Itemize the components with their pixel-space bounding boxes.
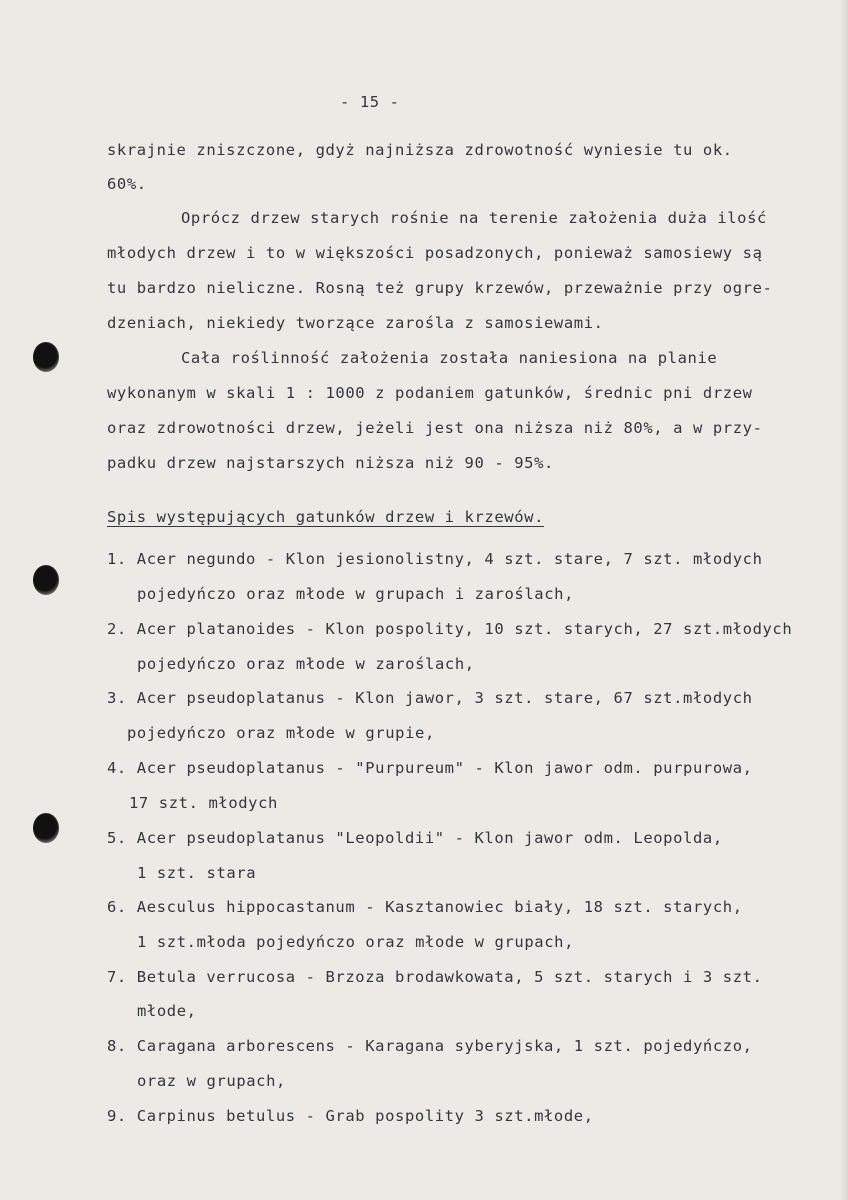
list-item-continuation: młode, xyxy=(137,1002,197,1020)
paragraph-line: młodych drzew i to w większości posadzonych, ponieważ samosiewy są xyxy=(107,244,763,262)
paragraph-line: Oprócz drzew starych rośnie na terenie założenia duża ilość xyxy=(181,209,767,227)
list-item: 4. Acer pseudoplatanus - "Purpureum" - Klon jawor odm. purpurowa, xyxy=(107,759,753,777)
list-item: 8. Caragana arborescens - Karagana syberyjska, 1 szt. pojedyńczo, xyxy=(107,1037,753,1055)
punch-hole xyxy=(33,565,59,595)
page-edge-shadow xyxy=(840,0,848,1200)
paragraph-line: Cała roślinność założenia została naniesiona na planie xyxy=(181,349,718,367)
punch-hole xyxy=(33,813,59,843)
paragraph-line: padku drzew najstarszych niższa niż 90 - 95%. xyxy=(107,454,554,472)
list-item-continuation: pojedyńczo oraz młode w grupach i zaroślach, xyxy=(137,585,574,603)
section-heading: Spis występujących gatunków drzew i krzewów. xyxy=(107,508,544,526)
list-item: 7. Betula verrucosa - Brzoza brodawkowata, 5 szt. starych i 3 szt. xyxy=(107,968,763,986)
list-item-continuation: 1 szt. stara xyxy=(137,864,257,882)
list-item-continuation: 17 szt. młodych xyxy=(129,794,278,812)
list-item-continuation: 1 szt.młoda pojedyńczo oraz młode w grupach, xyxy=(137,933,574,951)
punch-hole xyxy=(33,342,59,372)
paragraph-line: oraz zdrowotności drzew, jeżeli jest ona niższa niż 80%, a w przy- xyxy=(107,419,763,437)
paragraph-line: wykonanym w skali 1 : 1000 z podaniem gatunków, średnic pni drzew xyxy=(107,384,753,402)
paragraph-line: 60%. xyxy=(107,175,147,193)
list-item-continuation: oraz w grupach, xyxy=(137,1072,286,1090)
paragraph-line: skrajnie zniszczone, gdyż najniższa zdrowotność wyniesie tu ok. xyxy=(107,141,733,159)
list-item: 2. Acer platanoides - Klon pospolity, 10 szt. starych, 27 szt.młodych xyxy=(107,620,793,638)
list-item-continuation: pojedyńczo oraz młode w grupie, xyxy=(127,724,435,742)
list-item: 3. Acer pseudoplatanus - Klon jawor, 3 szt. stare, 67 szt.młodych xyxy=(107,689,753,707)
paragraph-line: tu bardzo nieliczne. Rosną też grupy krzewów, przeważnie przy ogre- xyxy=(107,279,773,297)
list-item: 6. Aesculus hippocastanum - Kasztanowiec biały, 18 szt. starych, xyxy=(107,898,743,916)
paragraph-line: dzeniach, niekiedy tworzące zarośla z samosiewami. xyxy=(107,314,604,332)
list-item: 9. Carpinus betulus - Grab pospolity 3 szt.młode, xyxy=(107,1107,594,1125)
page-number: - 15 - xyxy=(340,93,400,111)
list-item: 1. Acer negundo - Klon jesionolistny, 4 szt. stare, 7 szt. młodych xyxy=(107,550,763,568)
list-item-continuation: pojedyńczo oraz młode w zaroślach, xyxy=(137,655,475,673)
list-item: 5. Acer pseudoplatanus "Leopoldii" - Klon jawor odm. Leopolda, xyxy=(107,829,723,847)
